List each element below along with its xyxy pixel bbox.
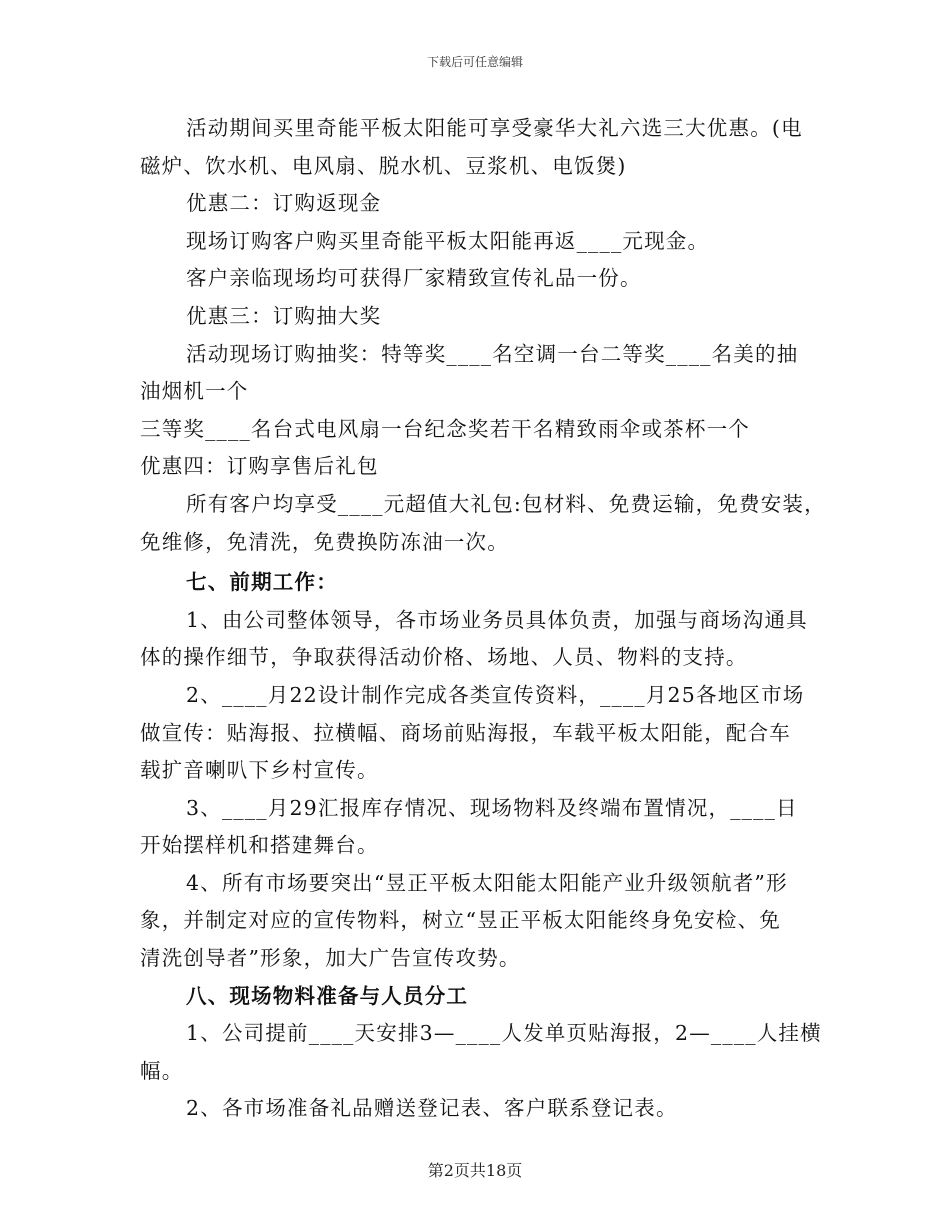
paragraph-line: 优惠三：订购抽大奖 <box>186 303 382 328</box>
paragraph-line: 体的操作细节，争取获得活动价格、场地、人员、物料的支持。 <box>140 645 748 670</box>
page-header: 下载后可任意编辑 <box>426 55 523 69</box>
paragraph-line: 开始摆样机和搭建舞台。 <box>140 833 379 858</box>
paragraph-line: 优惠二：订购返现金 <box>186 191 382 216</box>
paragraph-line: 三等奖____名台式电风扇一台纪念奖若干名精致雨伞或茶杯一个 <box>140 416 750 441</box>
section-heading: 七、前期工作： <box>186 570 338 595</box>
paragraph-line: 2、____月22设计制作完成各类宣传资料，____月25各地区市场 <box>186 682 805 707</box>
paragraph-line: 活动现场订购抽奖：特等奖____名空调一台二等奖____名美的抽 <box>186 341 799 366</box>
paragraph-line: 活动期间买里奇能平板太阳能可享受豪华大礼六选三大优惠。(电 <box>186 116 803 140</box>
paragraph-line: 幅。 <box>140 1058 184 1083</box>
paragraph-line: 3、____月29汇报库存情况、现场物料及终端布置情况，____日 <box>186 795 798 820</box>
section-heading: 八、现场物料准备与人员分工 <box>186 983 469 1008</box>
paragraph-line: 清洗创导者”形象，加大广告宣传攻势。 <box>140 946 521 971</box>
paragraph-line: 磁炉、饮水机、电风扇、脱水机、豆浆机、电饭煲) <box>140 153 627 178</box>
paragraph-line: 现场订购客户购买里奇能平板太阳能再返____元现金。 <box>186 228 710 253</box>
paragraph-line: 1、由公司整体领导，各市场业务员具体负责，加强与商场沟通具 <box>186 607 808 632</box>
paragraph-line: 所有客户均享受____元超值大礼包:包材料、免费运输，免费安装， <box>186 491 826 516</box>
paragraph-line: 4、所有市场要突出“昱正平板太阳能太阳能产业升级领航者”形 <box>186 870 788 895</box>
document-body <box>140 110 826 1128</box>
paragraph-line: 载扩音喇叭下乡村宣传。 <box>140 758 379 783</box>
paragraph-line: 做宣传：贴海报、拉横幅、商场前贴海报，车载平板太阳能，配合车 <box>140 720 791 745</box>
paragraph-line: 象，并制定对应的宣传物料，树立“昱正平板太阳能终身免安检、免 <box>140 908 781 933</box>
paragraph-line: 客户亲临现场均可获得厂家精致宣传礼品一份。 <box>186 266 642 291</box>
paragraph-line: 优惠四：订购享售后礼包 <box>140 454 379 479</box>
paragraph-line: 2、各市场准备礼品赠送登记表、客户联系登记表。 <box>186 1096 678 1121</box>
paragraph-line: 油烟机一个 <box>140 379 249 404</box>
paragraph-line: 免维修，免清洗，免费换防冻油一次。 <box>140 529 509 554</box>
paragraph-line: 1、公司提前____天安排3—____人发单页贴海报，2—____人挂横 <box>186 1021 822 1046</box>
page-footer: 第2页共18页 <box>427 1161 523 1180</box>
